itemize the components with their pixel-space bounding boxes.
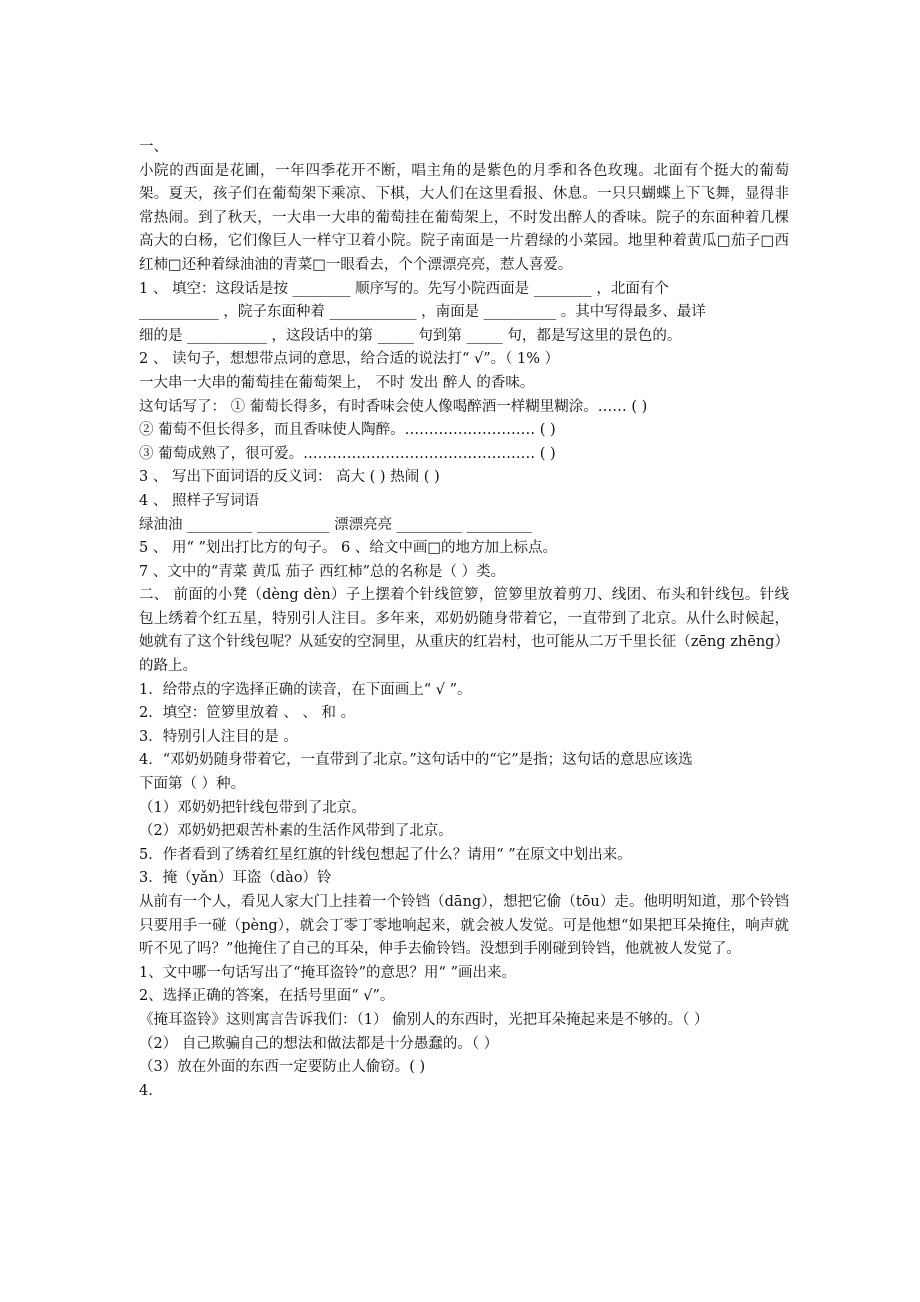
s2-question-4-line-1: 4．“邓奶奶随身带着它，一直带到了北京。”这句话中的“它”是指；这句话的意思应该选 [139,752,693,769]
section-3-title: 3．掩（yǎn）耳盗（dào）铃 [139,870,332,887]
s3-question-2-option-1: 《掩耳盗铃》这则寓言告诉我们：（1） 偷别人的东西时，光把耳朵掩起来是不够的。（ ） [139,1011,709,1028]
s3-question-2-option-3: （3）放在外面的东西一定要防止人偷窃。( ) [139,1059,426,1076]
section-2-passage: 二、 前面的小凳（dèng dèn）子上摆着个针线笸箩，笸箩里放着剪刀、线团、布头和针线包。针线包上绣着个红五星，特别引人注目。多年来，邓奶奶随身带着它，一直带到了北京。从什么时候起，她就有了这个针线包呢？从延安的空洞里，从重庆的红岩村，也可能从二万千里长征（zēng zhēng）的路上。 [139,587,789,675]
s2-question-4-line-2: 下面第（ ）种。 [139,776,246,793]
s3-question-2-option-2: （2） 自己欺骗自己的想法和做法都是十分愚蠢的。（ ） [139,1035,499,1052]
s3-question-2: 2、选择正确的答案，在括号里面“ √”。 [139,988,395,1005]
s1-question-4-title: 4 、 照样子写词语 [139,492,259,509]
s1-question-4-blanks: 绿油油 _________ __________ 漂漂亮亮 _________ _________ [139,516,532,533]
s2-question-5: 5．作者看到了绣着红星红旗的针线包想起了什么？请用“ ”在原文中划出来。 [139,846,632,863]
s1-question-1-line-3: 细的是 ___________ ，这段话中的第 _____ 句到第 _____ 句，都是写这里的景色的。 [139,327,682,344]
s2-question-3: 3．特别引人注目的是 。 [139,728,298,745]
s1-question-2-option-3: ③ 葡萄成熟了，很可爱。………………………………………… ( ) [139,445,556,462]
s1-question-2-option-2: ② 葡萄不但长得多，而且香味使人陶醉。……………………… ( ) [139,422,556,439]
s2-question-4-option-1: （1）邓奶奶把针线包带到了北京。 [139,799,366,816]
s3-question-1: 1、文中哪一句话写出了“掩耳盗铃”的意思？用“ ”画出来。 [139,964,516,981]
section-1-passage: 小院的西面是花圃，一年四季花开不断，唱主角的是紫色的月季和各色玫瑰。北面有个挺大的葡萄架。夏天，孩子们在葡萄架下乘凉、下棋，大人们在这里看报、休息。一只只蝴蝶上下飞舞，显得非常热闹。到了秋天，一大串一大串的葡萄挂在葡萄架上，不时发出醉人的香味。院子的东面种着几棵高大的白杨，它们像巨人一样守卫着小院。院子南面是一片碧绿的小菜园。地里种着黄瓜□茄子□西红柿□还种着绿油油的青菜□一眼看去，个个漂漂亮亮，惹人喜爱。 [139,162,789,273]
s1-question-3: 3 、 写出下面词语的反义词： 高大 ( ) 热闹 ( ) [139,469,440,486]
section-4-heading: 4. [139,1082,153,1099]
s2-question-4-option-2: （2）邓奶奶把艰苦朴素的生活作风带到了北京。 [139,823,453,840]
section-1-heading: 一、 [139,139,168,155]
s2-question-1: 1．给带点的字选择正确的读音，在下面画上“ √ ”。 [139,681,472,698]
worksheet-page [139,136,789,1103]
s1-question-2: 2 、 读句子，想想带点词的意思，给合适的说法打“ √”。（ 1% ） [139,351,560,368]
s1-question-1-line-1: 1 、 填空：这段话是按 ________ 顺序写的。先写小院西面是 ________ ，北面有个 [139,280,669,297]
s1-question-5-6: 5 、 用“ ”划出打比方的句子。 6 、给文中画□的地方加上标点。 [139,540,558,557]
s2-question-2: 2．填空：笸箩里放着 、 、 和 。 [139,705,356,722]
s1-question-2-sentence: 一大串一大串的葡萄挂在葡萄架上， 不时 发出 醉人 的香味。 [139,374,535,391]
s1-question-2-option-1: 这句话写了： ① 葡萄长得多，有时香味会使人像喝醉酒一样糊里糊涂。…… ( ) [139,398,648,415]
s1-question-1-line-2: ___________ ，院子东面种着 ____________ ，南面是 __________ 。其中写得最多、最详 [139,304,706,321]
s1-question-7: 7 、文中的“青菜 黄瓜 茄子 西红柿”总的名称是（ ）类。 [139,563,506,580]
section-3-passage: 从前有一个人，看见人家大门上挂着一个铃铛（dāng），想把它偷（tōu）走。他明明知道，那个铃铛只要用手一碰（pèng），就会丁零丁零地响起来，就会被人发觉。可是他想“如果把耳朵掩住，响声就听不见了吗？”他掩住了自己的耳朵，伸手去偷铃铛。没想到手刚碰到铃铛，他就被人发觉了。 [139,894,789,958]
